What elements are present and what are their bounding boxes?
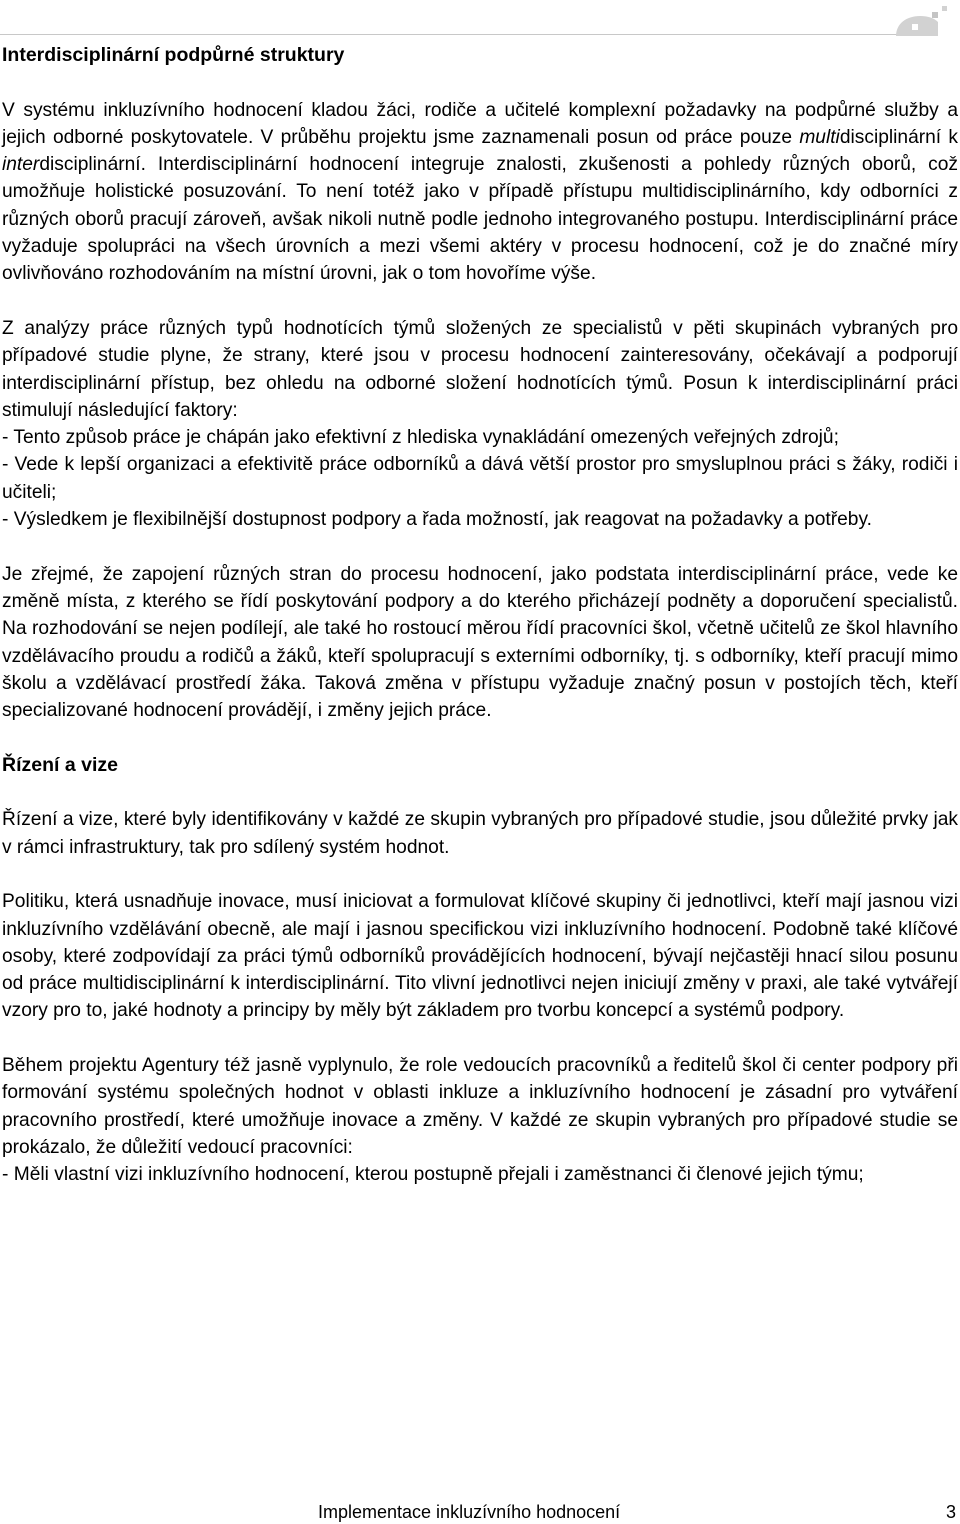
paragraph: Je zřejmé, že zapojení různých stran do procesu hodnocení, jako podstata interdisciplinární práce, vede ke změně místa, z kterého se řídí poskytování podpory a do kterého přicházejí podněty a doporučení specialistů. Na rozhodování se nejen podílejí, ale také ho rostoucí měrou řídí pracovníci škol, včetně učitelů ze škol hlavního vzdělávacího proudu a rodičů a žáků, kteří spolupracují s externími odborníky, tj. s odborníky, kteří pracují mimo školu a vzdělávací prostředí žáka. Taková změna v přístupu vyžaduje značný posun v postojích těch, kteří specializované hodnocení provádějí, i změny jejich práce. (2, 563, 958, 722)
page-footer (0, 1500, 960, 1524)
paragraph: Z analýzy práce různých typů hodnotících týmů složených ze specialistů v pěti skupinách vybraných pro případové studie plyne, že strany, které jsou v procesu hodnocení zainteresovány, očekávají a podporují interdisciplinární přístup, bez ohledu na odborné složení hodnotících týmů. Posun k interdisciplinární práci stimulují následující faktory: (2, 317, 958, 421)
list-item: - Tento způsob práce je chápán jako efektivní z hlediska vynakládání omezených veřejných zdrojů; (2, 427, 839, 449)
footer-title: Implementace inkluzívního hodnocení (318, 1502, 621, 1522)
agency-logo-icon (892, 4, 950, 36)
document-body (2, 42, 958, 1188)
section-heading: Řízení a vize (2, 753, 118, 776)
paragraph: Řízení a vize, které byly identifikovány v každé ze skupin vybraných pro případové studie, jsou důležité prvky jak v rámci infrastruktury, tak pro sdílený systém hodnot. (2, 809, 958, 858)
list-item: - Měli vlastní vizi inkluzívního hodnocení, kterou postupně přejali i zaměstnanci či členové jejich týmu; (2, 1164, 864, 1186)
paragraph: Politiku, která usnadňuje inovace, musí iniciovat a formulovat klíčové skupiny či jednotlivci, kteří mají jasnou vizi inkluzívního vzdělávání obecně, ale mají i jasnou specifickou vizi inkluzívního hodnocení. Podobně také klíčové osoby, které zodpovídají za práci týmů odborníků provádějících hodnocení, bývají nejčastěji hnací silou posunu od práce multidisciplinární k interdisciplinární. Tito vlivní jednotlivci nejen iniciují změny v praxi, ale také vytvářejí vzory pro to, jaké hodnoty a principy by měly být základem pro tvorbu koncepcí a systémů podpory. (2, 891, 958, 1022)
header-rule (0, 34, 905, 35)
list-item: - Vede k lepší organizaci a efektivitě práce odborníků a dává větší prostor pro smysluplnou práci s žáky, rodiči i učiteli; (2, 454, 958, 503)
paragraph: V systému inkluzívního hodnocení kladou žáci, rodiče a učitelé komplexní požadavky na podpůrné služby a jejich odborné poskytovatele. V průběhu projektu jsme zaznamenali posun od práce pouze multidisciplinární k interdisciplinární. Interdisciplinární hodnocení integruje znalosti, zkušenosti a pohledy různých oborů, což umožňuje holistické posuzování. To není totéž jako v případě přístupu multidisciplinárního, kdy odborníci z různých oborů pracují zároveň, avšak nikoli nutně podle jednoho integrovaného postupu. Interdisciplinární práce vyžaduje spolupráci na všech úrovních a mezi všemi aktéry v procesu hodnocení, což je do značné míry ovlivňováno rozhodováním na místní úrovni, jak o tom hovoříme výše. (2, 99, 958, 285)
paragraph: Během projektu Agentury též jasně vyplynulo, že role vedoucích pracovníků a ředitelů škol či center podpory při formování systému společných hodnot v oblasti inkluze a inkluzívního hodnocení je zásadní pro vytváření pracovního prostředí, které umožňuje inovace a změny. V každé ze skupin vybraných pro případové studie se prokázalo, že důležití vedoucí pracovníci: (2, 1054, 958, 1158)
section-heading: Interdisciplinární podpůrné struktury (2, 44, 345, 66)
page-number: 3 (945, 1502, 956, 1522)
list-item: - Výsledkem je flexibilnější dostupnost podpory a řada možností, jak reagovat na požadavky a potřeby. (2, 509, 872, 531)
